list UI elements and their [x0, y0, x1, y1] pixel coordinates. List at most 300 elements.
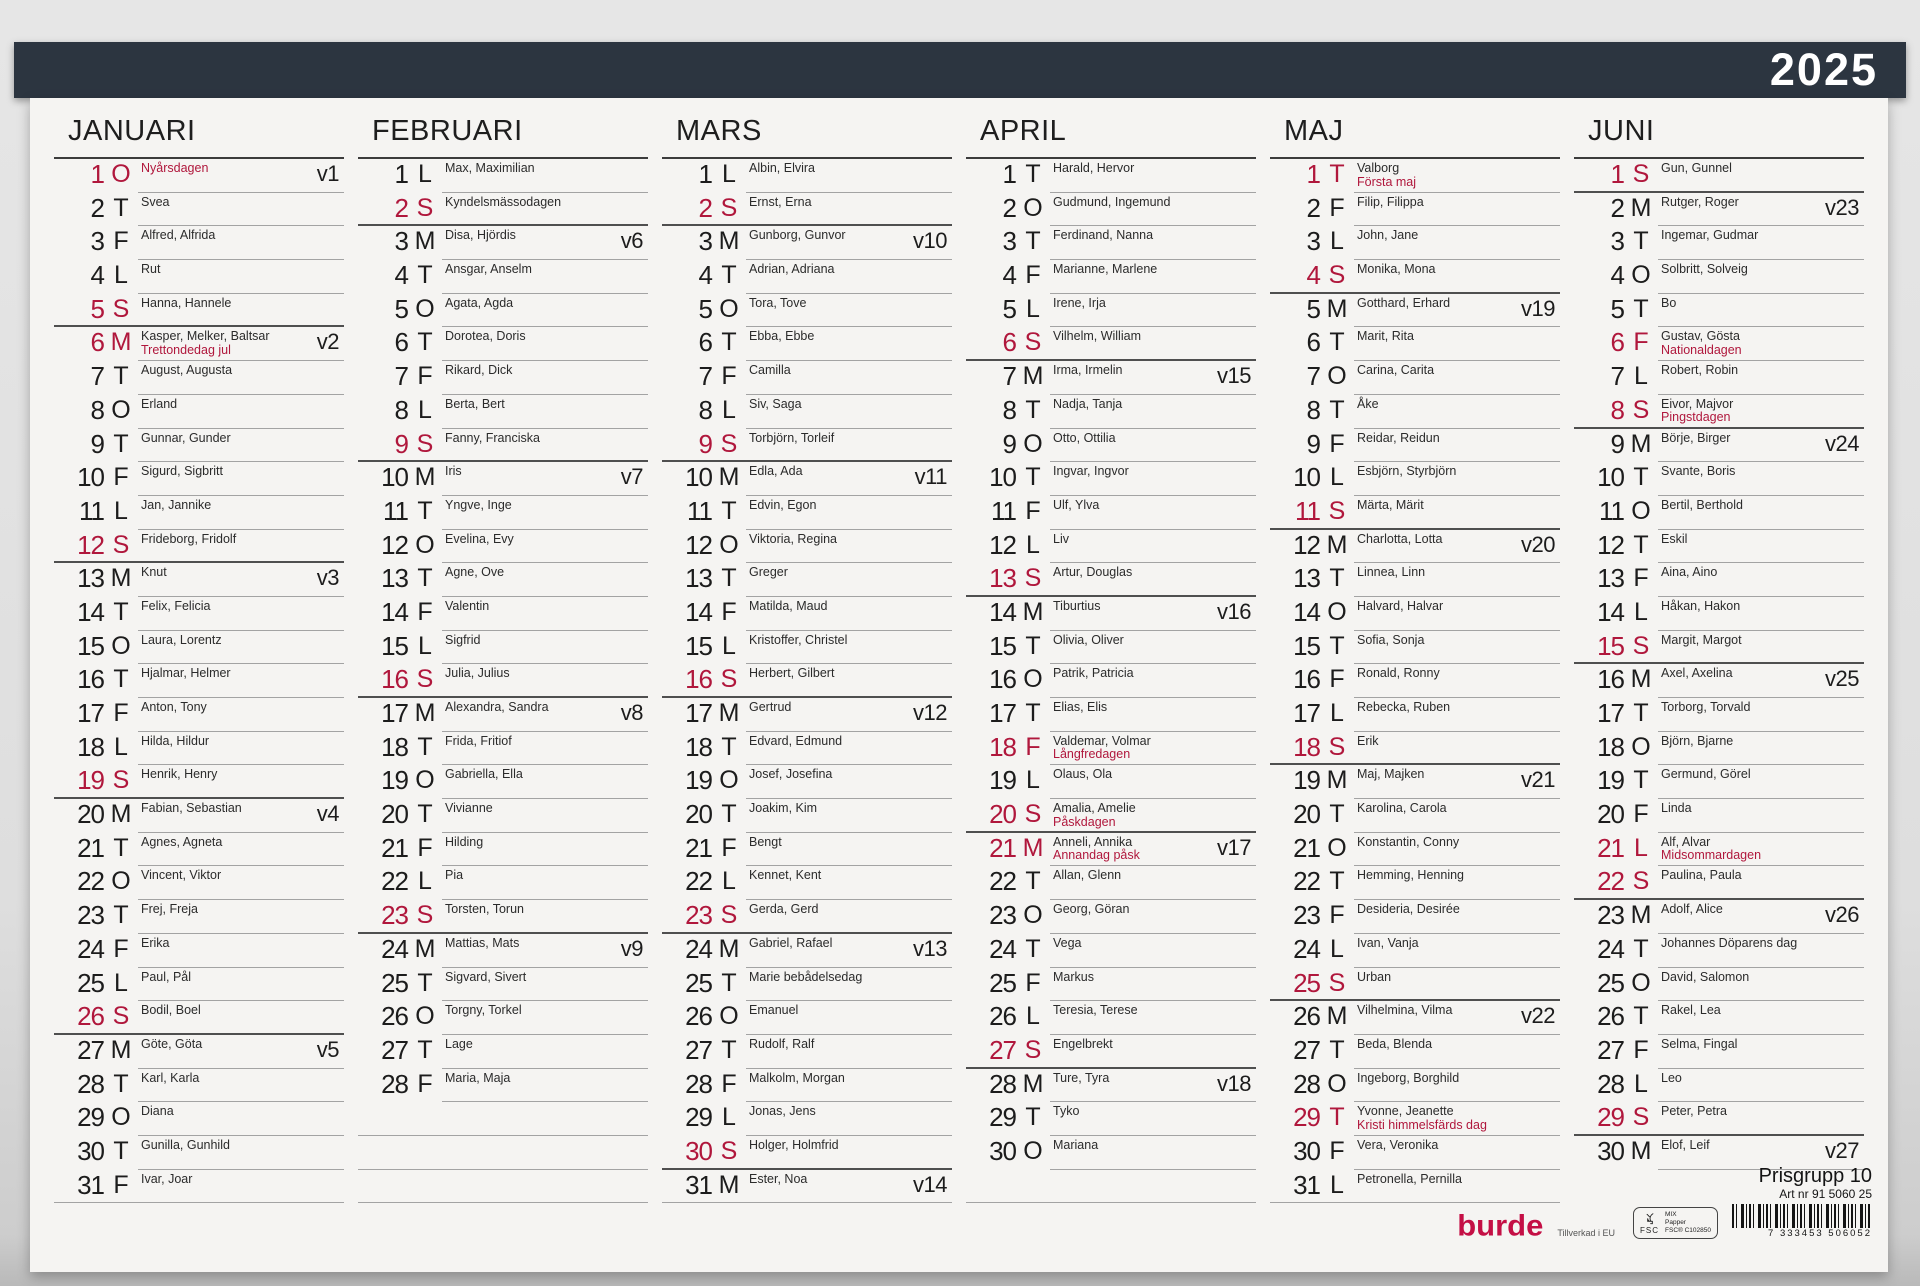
name-day: Rakel, Lea [1661, 1003, 1721, 1018]
day-cell [138, 631, 344, 665]
day-cell [746, 193, 952, 225]
day-number: 13 [989, 563, 1016, 594]
weekday-letter: T [1329, 800, 1345, 829]
day-row [662, 732, 952, 766]
day-row [1574, 327, 1864, 361]
day-row [1574, 765, 1864, 799]
day-number: 31 [685, 1169, 712, 1200]
day-cell [746, 361, 952, 395]
day-cell [442, 193, 648, 225]
name-day: Valborg [1357, 161, 1400, 175]
day-number: 4 [698, 260, 712, 291]
day-row [966, 1035, 1256, 1069]
weekday-letter: T [1025, 395, 1041, 424]
day-cell [138, 260, 344, 294]
day-row [662, 327, 952, 361]
name-day: Vega [1053, 935, 1082, 950]
name-day: Håkan, Hakon [1661, 598, 1741, 613]
day-cell [1050, 732, 1256, 766]
name-day: Ebba, Ebbe [749, 329, 815, 344]
burde-logo: burde [1457, 1208, 1544, 1243]
day-number: 17 [1293, 698, 1320, 728]
name-day: Lage [445, 1036, 473, 1051]
weekday-letter: L [1330, 227, 1344, 256]
day-row [1270, 664, 1560, 698]
day-cell [1050, 260, 1256, 294]
month-column-juni [1574, 98, 1864, 1203]
day-number: 14 [989, 596, 1016, 627]
day-cell [1658, 631, 1864, 663]
weekday-letter: T [1633, 699, 1649, 727]
weekday-letter: L [1026, 530, 1040, 559]
day-cell [746, 226, 952, 260]
day-row [966, 765, 1256, 799]
day-row [54, 900, 344, 934]
day-number: 8 [1002, 394, 1016, 425]
weekday-letter: F [1025, 732, 1041, 761]
day-cell [138, 968, 344, 1002]
day-cell [1354, 260, 1560, 292]
day-number: 22 [685, 866, 712, 897]
day-number: 19 [381, 765, 408, 796]
week-number: v26 [1825, 902, 1859, 928]
name-day: Kasper, Melker, Baltsar [141, 329, 270, 344]
day-number: 15 [381, 630, 408, 661]
name-day: Robert, Robin [1661, 363, 1739, 378]
name-day: Petronella, Pernilla [1357, 1171, 1462, 1186]
day-row [1574, 968, 1864, 1002]
weekday-letter: T [1329, 564, 1345, 593]
month-column-januari [54, 98, 344, 1203]
name-day: Malkolm, Morgan [749, 1070, 845, 1085]
day-row [54, 462, 344, 496]
day-cell [442, 563, 648, 597]
day-number: 6 [1610, 327, 1624, 358]
weekday-letter: M [718, 699, 740, 727]
name-day: Åke [1357, 396, 1379, 411]
name-day: Ivar, Joar [141, 1171, 193, 1186]
day-row [662, 765, 952, 799]
day-number: 1 [1306, 159, 1320, 189]
day-row [662, 395, 952, 429]
day-number: 23 [77, 900, 104, 931]
weekday-letter: S [1632, 395, 1650, 424]
day-cell [746, 732, 952, 766]
day-row [662, 631, 952, 665]
day-cell [138, 395, 344, 429]
day-cell [1050, 429, 1256, 463]
week-number: v27 [1825, 1137, 1859, 1163]
weekday-letter: S [112, 1002, 130, 1031]
name-day: Bertil, Berthold [1661, 497, 1743, 512]
weekday-letter: T [113, 901, 129, 930]
day-cell [1354, 1035, 1560, 1069]
name-day: Margit, Margot [1661, 632, 1742, 647]
day-cell [442, 294, 648, 328]
weekday-letter: T [417, 968, 433, 997]
day-row [358, 429, 648, 463]
day-row [966, 968, 1256, 1002]
name-day: Albin, Elvira [749, 161, 815, 175]
weekday-letter: M [718, 227, 740, 256]
fsc-tree-icon: FSC [1640, 1212, 1659, 1235]
weekday-letter: O [111, 160, 131, 188]
weekday-letter: F [721, 833, 737, 862]
day-row [662, 1069, 952, 1103]
day-number: 24 [685, 933, 712, 964]
day-number: 7 [698, 361, 712, 392]
day-number: 17 [1597, 698, 1624, 728]
name-day: Rikard, Dick [445, 363, 513, 378]
week-number: v15 [1217, 363, 1251, 389]
day-cell [138, 361, 344, 395]
day-cell [1658, 530, 1864, 564]
day-cell [1658, 732, 1864, 766]
day-cell [746, 294, 952, 328]
day-row [966, 597, 1256, 631]
day-number: 20 [685, 799, 712, 830]
name-day: Irene, Irja [1053, 295, 1106, 310]
day-number: 3 [1610, 226, 1624, 257]
name-day: Agnes, Agneta [141, 834, 223, 849]
day-cell [442, 732, 648, 766]
day-row [966, 1001, 1256, 1035]
day-row [1574, 799, 1864, 833]
weekday-letter: F [417, 1069, 433, 1098]
day-row [358, 159, 648, 193]
day-number: 5 [90, 293, 104, 324]
day-cell [746, 1069, 952, 1103]
day-cell [1354, 429, 1560, 463]
week-number: v1 [316, 161, 339, 186]
month-title: MARS [662, 98, 952, 159]
day-row [1270, 900, 1560, 934]
weekday-letter: M [414, 699, 436, 727]
name-day: Gunnar, Gunder [141, 430, 231, 445]
name-day: Sigurd, Sigbritt [141, 464, 223, 479]
day-cell [746, 1136, 952, 1168]
weekday-letter: S [416, 901, 434, 930]
name-day: Sofia, Sonja [1357, 632, 1425, 647]
day-row [662, 597, 952, 631]
day-cell [746, 1001, 952, 1035]
name-day: Gustav, Gösta [1661, 329, 1740, 344]
holiday-label: Nationaldagen [1661, 342, 1742, 357]
day-cell [1658, 395, 1864, 427]
day-number: 26 [381, 1001, 408, 1032]
day-cell [442, 1136, 648, 1169]
day-row [54, 395, 344, 429]
day-number: 9 [394, 428, 408, 459]
name-day: Rutger, Roger [1661, 194, 1739, 209]
day-cell [746, 833, 952, 867]
day-row [1574, 530, 1864, 564]
day-row [358, 294, 648, 328]
name-day: Adolf, Alice [1661, 902, 1723, 917]
day-cell [138, 900, 344, 934]
day-row [358, 226, 648, 260]
day-number: 24 [1293, 933, 1320, 964]
name-day: Yngve, Inge [445, 497, 512, 512]
day-cell [1354, 1001, 1560, 1035]
weekday-letter: M [1630, 429, 1652, 458]
day-row [966, 799, 1256, 833]
weekday-letter: T [1025, 227, 1041, 256]
day-number: 9 [1610, 428, 1624, 459]
weekday-letter: F [721, 362, 737, 391]
day-cell [1354, 799, 1560, 833]
weekday-letter: F [1633, 564, 1649, 593]
weekday-letter: L [722, 160, 736, 188]
calendar-grid [30, 98, 1888, 1203]
name-day: Gabriel, Rafael [749, 935, 833, 950]
empty-row [358, 1136, 648, 1170]
day-cell [1050, 833, 1256, 867]
weekday-letter: T [1329, 1103, 1345, 1132]
day-number: 24 [381, 933, 408, 964]
day-cell [442, 968, 648, 1002]
weekday-letter: T [1025, 463, 1041, 492]
day-cell [442, 1035, 648, 1069]
holiday-label: Trettondedag jul [141, 342, 231, 357]
month-title: JUNI [1574, 98, 1864, 159]
weekday-letter: M [1022, 597, 1044, 626]
day-row [662, 361, 952, 395]
weekday-letter: T [113, 1069, 129, 1098]
name-day: Maria, Maja [445, 1070, 511, 1085]
day-cell [746, 664, 952, 696]
day-cell [1050, 159, 1256, 193]
day-number: 22 [989, 866, 1016, 897]
day-number: 17 [381, 698, 408, 728]
day-row [662, 429, 952, 463]
day-cell [138, 159, 344, 193]
day-row [1574, 631, 1864, 665]
name-day: Evelina, Evy [445, 531, 514, 546]
name-day: Esbjörn, Styrbjörn [1357, 464, 1457, 479]
day-row [966, 159, 1256, 193]
day-row [1270, 1001, 1560, 1035]
barcode-number: 7 333453 506052 [1768, 1228, 1872, 1239]
day-number: 7 [90, 361, 104, 392]
day-cell [138, 496, 344, 530]
weekday-letter: S [720, 429, 738, 458]
name-day: Konstantin, Conny [1357, 834, 1460, 849]
day-number: 6 [1306, 327, 1320, 358]
name-day: Gertrud [749, 700, 792, 714]
weekday-letter: T [721, 328, 737, 357]
day-row [1270, 429, 1560, 463]
day-cell [1050, 866, 1256, 900]
name-day: Allan, Glenn [1053, 868, 1122, 883]
day-number: 6 [394, 327, 408, 358]
day-number: 19 [989, 765, 1016, 796]
name-day: Dorotea, Doris [445, 329, 526, 344]
weekday-letter [408, 1136, 442, 1169]
day-row [54, 799, 344, 833]
name-day: Ingvar, Ingvor [1053, 464, 1129, 479]
weekday-letter: M [110, 328, 132, 357]
name-day: Liv [1053, 531, 1069, 546]
name-day: Matilda, Maud [749, 598, 828, 613]
day-number: 6 [1002, 327, 1016, 358]
weekday-letter: T [1329, 631, 1345, 660]
name-day: Gunilla, Gunhild [141, 1137, 230, 1152]
week-number: v7 [620, 464, 643, 490]
day-row [662, 1035, 952, 1069]
day-row [54, 1136, 344, 1170]
day-row [358, 765, 648, 799]
day-cell [1658, 327, 1864, 361]
day-number: 1 [90, 159, 104, 189]
weekday-letter: L [1026, 1002, 1040, 1031]
day-number: 26 [1597, 1001, 1624, 1032]
day-number: 1 [698, 159, 712, 189]
day-cell [1658, 159, 1864, 191]
day-number: 27 [77, 1034, 104, 1065]
day-row [358, 833, 648, 867]
weekday-letter: M [110, 1035, 132, 1064]
week-number: v25 [1825, 666, 1859, 692]
day-number: 25 [989, 967, 1016, 998]
day-row [1270, 226, 1560, 260]
day-cell [442, 1001, 648, 1035]
day-number: 23 [685, 900, 712, 931]
day-number: 10 [1597, 462, 1624, 493]
day-number: 3 [90, 226, 104, 257]
day-cell [138, 1170, 344, 1203]
name-day: Halvard, Halvar [1357, 598, 1444, 613]
day-row [358, 563, 648, 597]
weekday-letter: T [721, 732, 737, 761]
name-day: Ingeborg, Borghild [1357, 1070, 1460, 1085]
day-cell [442, 799, 648, 833]
day-row [358, 1035, 648, 1069]
day-number: 25 [1293, 967, 1320, 998]
weekday-letter: M [1630, 1136, 1652, 1165]
day-row [54, 1170, 344, 1204]
day-row [1270, 193, 1560, 227]
name-day: Aina, Aino [1661, 565, 1718, 580]
weekday-letter: L [114, 261, 128, 290]
name-day: Hemming, Henning [1357, 868, 1464, 883]
day-row [54, 1102, 344, 1136]
day-cell [442, 1069, 648, 1103]
name-day: Iris [445, 464, 462, 479]
name-day: Gun, Gunnel [1661, 161, 1732, 175]
name-day: Harald, Hervor [1053, 161, 1135, 175]
weekday-letter: O [1327, 597, 1347, 626]
day-number: 21 [1293, 832, 1320, 863]
day-number: 18 [685, 731, 712, 762]
day-row [662, 833, 952, 867]
name-day: Kristoffer, Christel [749, 632, 848, 647]
day-cell [1658, 496, 1864, 530]
day-number: 16 [685, 664, 712, 695]
day-number: 25 [1597, 967, 1624, 998]
weekday-letter: S [1024, 328, 1042, 357]
day-row [966, 361, 1256, 395]
day-row [662, 968, 952, 1002]
day-cell [1354, 833, 1560, 867]
day-row [54, 496, 344, 530]
day-cell [1658, 462, 1864, 496]
day-cell [138, 866, 344, 900]
weekday-letter: T [417, 800, 433, 829]
day-cell [442, 833, 648, 867]
name-day: Josef, Josefina [749, 767, 833, 782]
day-cell [1658, 1102, 1864, 1134]
weekday-letter: T [1025, 867, 1041, 896]
name-day: Markus [1053, 969, 1094, 984]
day-number: 13 [1597, 563, 1624, 594]
day-number [358, 1102, 408, 1135]
month-column-februari [358, 98, 648, 1203]
name-day: Erika [141, 935, 170, 950]
name-day: Jan, Jannike [141, 497, 212, 512]
day-number: 16 [381, 664, 408, 695]
day-number: 29 [685, 1102, 712, 1133]
month-title: MAJ [1270, 98, 1560, 159]
day-row [358, 934, 648, 968]
day-cell [746, 900, 952, 932]
day-number: 31 [77, 1169, 104, 1200]
weekday-letter: T [1633, 463, 1649, 492]
day-number: 12 [381, 529, 408, 560]
day-cell [1658, 1001, 1864, 1035]
day-row [1574, 934, 1864, 968]
day-cell [442, 664, 648, 696]
week-number: v17 [1217, 834, 1251, 860]
day-row [966, 496, 1256, 530]
day-cell [138, 664, 344, 698]
day-cell [746, 563, 952, 597]
day-row [662, 159, 952, 193]
name-day: Karl, Karla [141, 1070, 200, 1085]
name-day: Alexandra, Sandra [445, 700, 549, 714]
day-row [1270, 294, 1560, 328]
day-cell [1354, 496, 1560, 528]
weekday-letter: O [719, 294, 739, 323]
day-row [662, 193, 952, 227]
name-day: Monika, Mona [1357, 262, 1436, 277]
day-row [1270, 159, 1560, 193]
day-number: 12 [77, 529, 104, 560]
weekday-letter: F [417, 597, 433, 626]
name-day: Teresia, Terese [1053, 1003, 1138, 1018]
name-day: Herbert, Gilbert [749, 666, 835, 681]
day-number: 28 [77, 1068, 104, 1099]
day-number [966, 1170, 1016, 1203]
day-number: 12 [1293, 529, 1320, 560]
weekday-letter: O [1631, 732, 1651, 761]
day-cell [1658, 799, 1864, 833]
day-number: 18 [381, 731, 408, 762]
day-row [662, 260, 952, 294]
weekday-letter: M [1630, 901, 1652, 930]
day-cell [1050, 1035, 1256, 1067]
day-row [662, 226, 952, 260]
day-row [966, 866, 1256, 900]
day-row [662, 799, 952, 833]
name-day: August, Augusta [141, 363, 233, 378]
weekday-letter: T [113, 1136, 129, 1165]
day-number: 19 [685, 765, 712, 796]
day-cell [138, 294, 344, 326]
day-number: 4 [394, 260, 408, 291]
name-day: Siv, Saga [749, 396, 802, 411]
weekday-letter: L [722, 631, 736, 660]
